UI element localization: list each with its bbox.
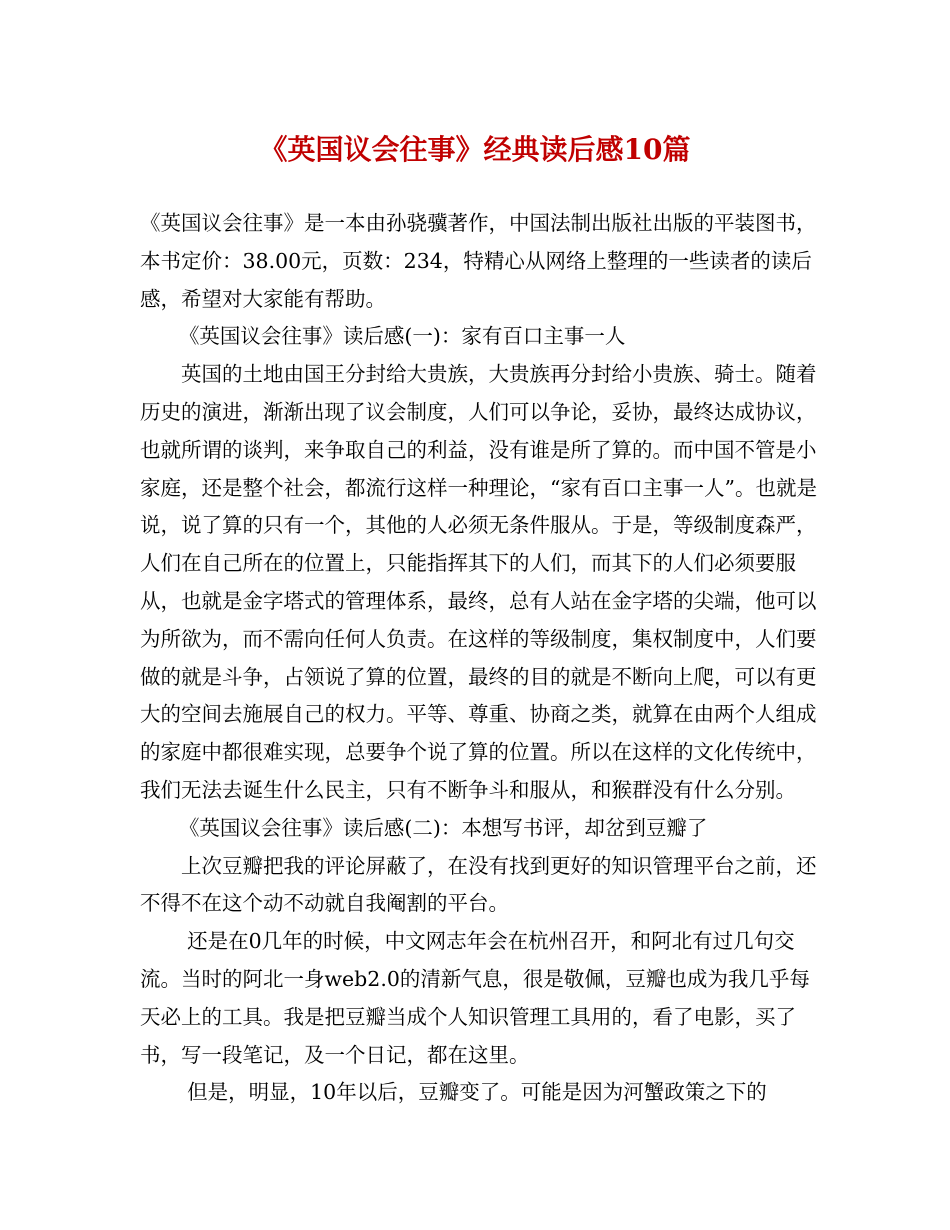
paragraph-2: 上次豆瓣把我的评论屏蔽了，在没有找到更好的知识管理平台之前，还不得不在这个动不动就自我阉割的平台。 xyxy=(140,853,817,916)
section-heading-1: 《英国议会往事》读后感(一)：家有百口主事一人 xyxy=(178,324,626,349)
paragraph-3: 还是在0几年的时候，中文网志年会在杭州召开，和阿北有过几句交流。当时的阿北一身web2.0的清新气息，很是敬佩，豆瓣也成为我几乎每天必上的工具。我是把豆瓣当成个人知识管理工具用的，看了电影，买了书，写一段笔记，及一个日记，都在这里。 xyxy=(140,929,810,1067)
document-body xyxy=(140,205,820,1112)
paragraph-4: 但是，明显，10年以后，豆瓣变了。可能是因为河蟹政策之下的 xyxy=(187,1080,767,1105)
document-title: 《英国议会往事》经典读后感10篇 xyxy=(259,133,691,166)
section-heading-2: 《英国议会往事》读后感(二)：本想写书评，却岔到豆瓣了 xyxy=(178,815,708,840)
paragraph-1: 英国的土地由国王分封给大贵族，大贵族再分封给小贵族、骑士。随着历史的演进，渐渐出现了议会制度，人们可以争论，妥协，最终达成协议，也就所谓的谈判，来争取自己的利益，没有谁是所了算的。而中国不管是小家庭，还是整个社会，都流行这样一种理论，“家有百口主事一人”。也就是说，说了算的只有一个，其他的人必须无条件服从。于是，等级制度森严，人们在自己所在的位置上，只能指挥其下的人们，而其下的人们必须要服从，也就是金字塔式的管理体系，最终，总有人站在金字塔的尖端，他可以为所欲为，而不需向任何人负责。在这样的等级制度，集权制度中，人们要做的就是斗争，占领说了算的位置，最终的目的就是不断向上爬，可以有更大的空间去施展自己的权力。平等、尊重、协商之类，就算在由两个人组成的家庭中都很难实现，总要争个说了算的位置。所以在这样的文化传统中，我们无法去诞生什么民主，只有不断争斗和服从，和猴群没有什么分别。 xyxy=(140,362,817,802)
intro-paragraph: 《英国议会往事》是一本由孙骁骥著作，中国法制出版社出版的平装图书，本书定价：38.00元，页数：234，特精心从网络上整理的一些读者的读后感，希望对大家能有帮助。 xyxy=(140,211,817,311)
